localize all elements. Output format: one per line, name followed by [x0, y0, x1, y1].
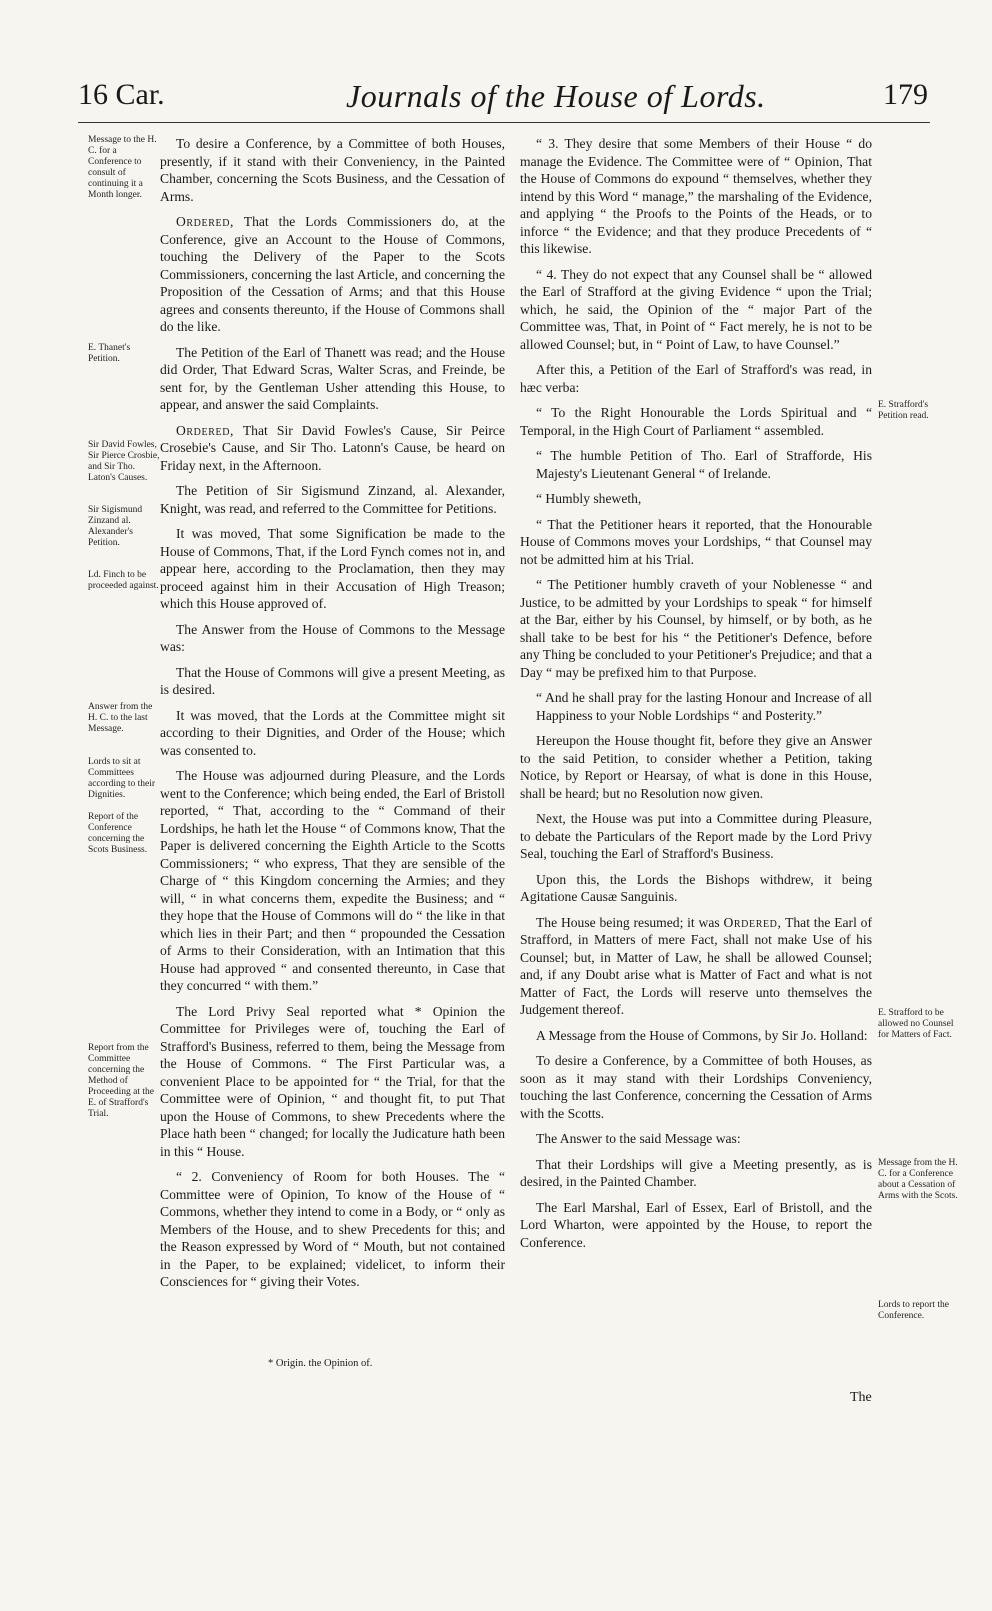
margin-note: Report of the Conference concerning the Scots Business. — [88, 812, 148, 855]
margin-note: Message to the H. C. for a Conference to consult of continuing it a Month longer. — [88, 135, 157, 200]
margin-note: E. Thanet's Petition. — [88, 343, 131, 364]
paragraph-text: That the Earl of Strafford, in Matters of mere Fact, shall not make Use of his Counsel; but, in Matter of Law, he shall be allowed Counsel; and, if any Doubt arise what is Matter of Fact and what is not Matter of Fact, the Lords will reserve unto themselves the Judgement thereof. — [520, 914, 872, 1017]
paragraph: “ And he shall pray for the lasting Honour and Increase of all Happiness to your Noble Lordships “ and Posterity.” — [536, 690, 872, 723]
paragraph: To desire a Conference, by a Committee of both Houses, as soon as it may stand with their Lordships Conveniency, touching the last Conference, concerning the Cessation of Arms with the Scotts. — [520, 1053, 872, 1121]
margin-note: Lords to sit at Committees according to their Dignities. — [88, 757, 156, 800]
margin-note: Answer from the H. C. to the last Message. — [88, 702, 153, 734]
paragraph-text: That Sir David Fowles's Cause, Sir Peirce Crosebie's Cause, and Sir Tho. Latonn's Cause, be heard on Friday next, in the Afternoon. — [160, 422, 505, 473]
margin-note: E. Strafford to be allowed no Counsel for Matters of Fact. — [878, 1008, 954, 1040]
header-rule — [78, 122, 930, 123]
paragraph: It was moved, that the Lords at the Committee might sit according to their Dignities, and Order of the House; which was consented to. — [160, 707, 505, 758]
right-column — [520, 135, 872, 1259]
margin-note: Message from the H. C. for a Conference about a Cessation of Arms with the Scots. — [878, 1158, 958, 1201]
paragraph: The Answer to the said Message was: — [536, 1131, 741, 1146]
ordered-lead: Ordered, — [723, 914, 782, 930]
paragraph: The House was adjourned during Pleasure, and the Lords went to the Conference; which being ended, the Earl of Bristoll reported, “ That, according to the “ Command of their Lordships, he hath let the House “ of Commons know, That the Paper is delivered concerning the Eighth Article to the Scotts Commissioners; “ who express, That they are sensible of the Charge of “ this Kingdom concerning the Armies; and they will, “ in what concerns them, expedite the Business; and “ they hope that the House of Commons will do “ the like in that which lies in their Part; and then “ propounded the Cessation of Arms to their Consideration, with an Intimation that this House had approved “ and consented thereunto, in Case that they concurred “ with them.” — [160, 768, 505, 993]
paragraph: To desire a Conference, by a Committee of both Houses, presently, if it stand with their Conveniency, in the Painted Chamber, concerning the Scots Business, and the Cessation of Arms. — [160, 136, 505, 204]
paragraph: Next, the House was put into a Committee during Pleasure, to debate the Particulars of the Report made by the Lord Privy Seal, touching the Earl of Strafford's Business. — [520, 811, 872, 861]
catchword: The — [850, 1390, 872, 1405]
paragraph: That their Lordships will give a Meeting presently, as is desired, in the Painted Chamber. — [520, 1156, 872, 1189]
running-head — [78, 78, 928, 118]
paragraph: The Petition of Sir Sigismund Zinzand, al. Alexander, Knight, was read, and referred to the Committee for Petitions. — [160, 483, 505, 516]
paragraph: The Petition of the Earl of Thanett was read; and the House did Order, That Edward Scras, Walter Scras, and Freinde, be sent for, by the Gentleman Usher attending this House, to appear, and answer the said Complaints. — [160, 344, 505, 412]
paragraph — [160, 213, 505, 336]
paragraph: After this, a Petition of the Earl of Strafford's was read, in hæc verba: — [520, 362, 872, 395]
paragraph: “ That the Petitioner hears it reported, that the Honourable House of Commons moves your Lordships, “ that Counsel may not be admitted him at his Trial. — [520, 516, 872, 567]
paragraph: The Lord Privy Seal reported what * Opinion the Committee for Privileges were of, touching the Earl of Strafford's Business, referred to them, being the Message from the House of Commons. “ The First Particular was, a convenient Place to be appointed for “ the Trial, for that the Committee were of Opinion, “ and thought fit, to put That upon the House of Commons, to shew Precedents where the Place hath been “ changed; for locally the Judicature hath been in this “ House. — [160, 1003, 505, 1159]
paragraph: “ 3. They desire that some Members of their House “ do manage the Evidence. The Committee were of “ Opinion, That the House of Commons do expound “ themselves, whether they intend by this Word “ manage,” the marshaling of the Evidence, and applying “ the Proofs to the Points of the Heads, or to inforce “ the Evidence; and that they produce Precedents of “ this likewise. — [520, 136, 872, 256]
page-number: 179 — [883, 78, 928, 111]
journal-title: Journals of the House of Lords. — [346, 78, 766, 114]
paragraph: “ The Petitioner humbly craveth of your Noblenesse “ and Justice, to be admitted by your Lordships to speak “ for himself at the Bar, either by his Counsel, by himself, or by both, as he shall take to be best for his “ the Petitioner's Defence, before any Thing be concluded to your Petitioner's Prejudice; and that a Day “ may be prefixed him to that Purpose. — [520, 577, 872, 680]
margin-note: Lords to report the Conference. — [878, 1300, 949, 1321]
paragraph-text: That the Lords Commissioners do, at the Conference, give an Account to the House of Commons, touching the Delivery of the Paper to the Scots Commissioners, concerning the last Article, and concerning the Proposition of the Cessation of Arms; and that this House agrees and consents thereunto, if the House of Commons shall do the like. — [160, 214, 505, 334]
margin-note: E. Strafford's Petition read. — [878, 400, 929, 421]
margin-note: Sir Sigismund Zinzand al. Alexander's Petition. — [88, 505, 143, 548]
paragraph: “ 4. They do not expect that any Counsel shall be “ allowed the Earl of Strafford at the giving Evidence “ upon the Trial; which, he said, the Opinion of the “ major Part of the Committee was, That, in Point of “ Fact merely, he is not to be allowed Counsel; but, in “ Point of Law, to have Counsel.” — [520, 266, 872, 352]
ordered-lead: Ordered, — [176, 422, 235, 438]
paragraph — [160, 422, 505, 475]
paragraph-text: The House being resumed; it was — [536, 914, 724, 930]
margin-note: Sir David Fowles, Sir Pierce Crosbie, and Sir Tho. Laton's Causes. — [88, 440, 160, 483]
petition-address: “ To the Right Honourable the Lords Spiritual and “ Temporal, in the High Court of Parliament “ assembled. — [520, 405, 872, 438]
regnal-year: 16 Car. — [78, 78, 165, 111]
paragraph: The Earl Marshal, Earl of Essex, Earl of Bristoll, and the Lord Wharton, were appointed by the House, to report the Conference. — [520, 1199, 872, 1250]
paragraph: It was moved, That some Signification be made to the House of Commons, That, if the Lord Fynch comes not in, and appear here, according to the Proclamation, then they may proceed against him in their Accusation of High Treason; which this House approved of. — [160, 526, 505, 611]
paragraph: That the House of Commons will give a present Meeting, as is desired. — [160, 664, 505, 697]
paragraph: A Message from the House of Commons, by Sir Jo. Holland: — [536, 1027, 868, 1043]
margin-note: Ld. Finch to be proceeded against. — [88, 570, 159, 591]
paragraph: Hereupon the House thought fit, before they give an Answer to the said Petition, to consider whether a Petition, taking Notice, by Report or Hearsay, of what is done in this House, shall be heard; but no Resolution now given. — [520, 733, 872, 801]
footnote: * Origin. the Opinion of. — [268, 1358, 373, 1369]
paragraph: Upon this, the Lords the Bishops withdrew, it being Agitatione Causæ Sanguinis. — [520, 871, 872, 904]
paragraph — [520, 914, 872, 1019]
ordered-lead: Ordered, — [176, 214, 235, 229]
margin-note: Report from the Committee concerning the Method of Proceeding at the E. of Strafford's Trial. — [88, 1043, 154, 1119]
petition-title: “ The humble Petition of Tho. Earl of Strafforde, His Majesty's Lieutenant General “ of Irelande. — [536, 448, 872, 481]
paragraph: “ Humbly sheweth, — [536, 491, 642, 506]
paragraph: The Answer from the House of Commons to the Message was: — [160, 621, 505, 654]
paragraph: “ 2. Conveniency of Room for both Houses. The “ Committee were of Opinion, To know of the House of “ Commons, whether they intend to come in a Body, or “ only as Members of the House, and to shew Precedents for this; and the Reason expressed by Word of “ Mouth, but not contained in the Paper, to be explained; videlicet, to inform their Consciences for “ giving their Votes. — [160, 1169, 505, 1289]
left-column — [160, 135, 505, 1299]
